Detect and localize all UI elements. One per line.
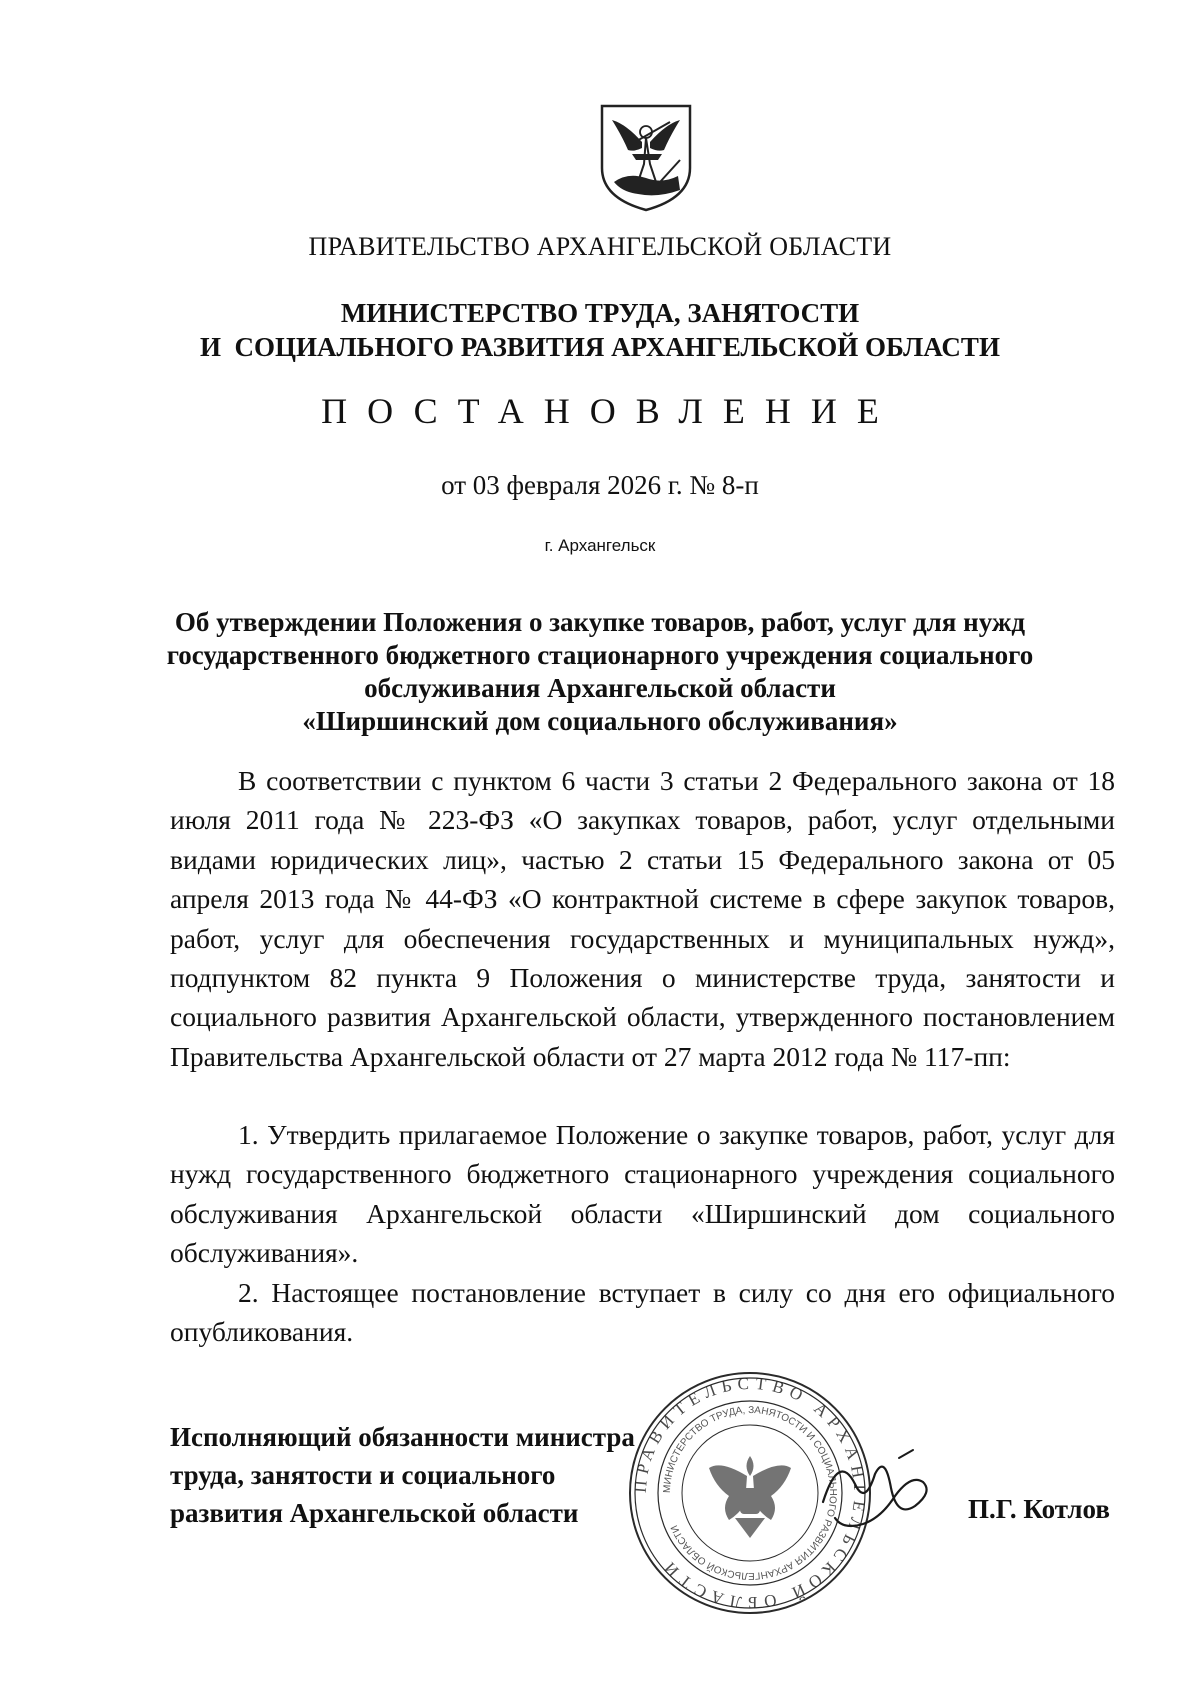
body-paragraph-item-2: 2. Настоящее постановление вступает в силу со дня его официального опубликования. — [170, 1277, 1115, 1348]
document-type: ПОСТАНОВЛЕНИЕ — [321, 391, 899, 431]
stamp-text-inner: МИНИСТЕРСТВО ТРУДА, ЗАНЯТОСТИ И СОЦИАЛЬНОГО РАЗВИТИЯ АРХАНГЕЛЬСКОЙ ОБЛАСТИ — [661, 1404, 839, 1582]
document-city: г. Архангельск — [544, 536, 656, 555]
signatory-position-line: труда, занятости и социального — [170, 1460, 556, 1490]
ministry-name-line: И СОЦИАЛЬНОГО РАЗВИТИЯ АРХАНГЕЛЬСКОЙ ОБЛАСТИ — [200, 332, 1000, 362]
document-date-number: от 03 февраля 2026 г. № 8-п — [441, 470, 759, 500]
document-title-line: обслуживания Архангельской области — [364, 673, 836, 703]
document-title — [0, 606, 1200, 738]
document-title-line: «Ширшинский дом социального обслуживания» — [302, 706, 898, 736]
body-paragraph-preamble: В соответствии с пунктом 6 части 3 статьи 2 Федерального закона от 18 июля 2011 года № 223-ФЗ «О закупках товаров, работ, услуг отдельными видами юридических лиц», частью 2 статьи 15 Федерального закона от 05 апреля 2013 года № 44-ФЗ «О контрактной системе в сфере закупок товаров, работ, услуг для обеспечения государственных и муниципальных нужд», подпунктом 82 пункта 9 Положения о министерстве труда, занятости и социального развития Архангельской области, утвержденного постановлением Правительства Архангельской области от 27 марта 2012 года № 117-пп: — [170, 765, 1115, 1072]
body-paragraph-item-1: 1. Утвердить прилагаемое Положение о закупке товаров, работ, услуг для нужд государственного бюджетного стационарного учреждения социального обслуживания Архангельской области «Ширшинский дом социального обслуживания». — [170, 1119, 1115, 1269]
stamp-text-outer: ПРАВИТЕЛЬСТВО АРХАНГЕЛЬСКОЙ ОБЛАСТИ — [630, 1373, 870, 1613]
signatory-position-line: Исполняющий обязанности министра — [170, 1422, 635, 1452]
handwritten-signature-icon — [815, 1444, 935, 1544]
signatory-position — [170, 1418, 635, 1532]
signatory-name: П.Г. Котлов — [968, 1494, 1110, 1524]
stamp-eagle — [709, 1456, 791, 1538]
ministry-name-line: МИНИСТЕРСТВО ТРУДА, ЗАНЯТОСТИ — [340, 298, 860, 328]
coat-of-arms-icon — [598, 102, 694, 214]
ministry-name — [0, 296, 1200, 364]
signatory-position-line: развития Архангельской области — [170, 1498, 579, 1528]
document-title-line: государственного бюджетного стационарного учреждения социального — [166, 640, 1034, 670]
document-title-line: Об утверждении Положения о закупке товаров, работ, услуг для нужд — [174, 607, 1026, 637]
government-name: ПРАВИТЕЛЬСТВО АРХАНГЕЛЬСКОЙ ОБЛАСТИ — [308, 232, 892, 261]
